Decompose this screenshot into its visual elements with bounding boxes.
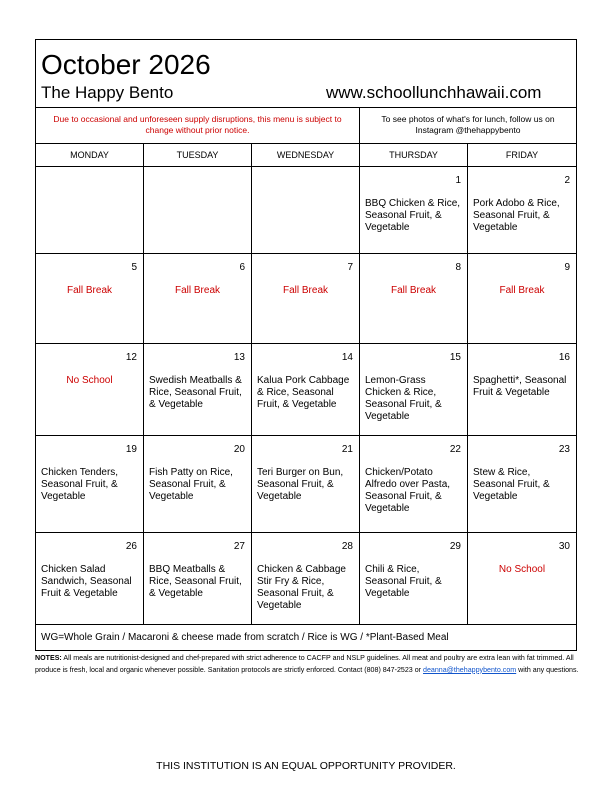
date-number: 30 — [558, 541, 570, 552]
company-name: The Happy Bento — [41, 83, 174, 102]
notice-row — [36, 108, 576, 144]
calendar-cell — [252, 436, 360, 533]
calendar-cell — [468, 344, 576, 436]
supply-disclaimer: Due to occasional and unforeseen supply disruptions, this menu is subject to change without prior notice. — [36, 108, 360, 143]
date-number: 6 — [239, 262, 245, 273]
calendar-cell — [144, 167, 252, 254]
calendar-cell — [144, 344, 252, 436]
calendar-cell — [360, 533, 468, 625]
date-number: 21 — [341, 444, 353, 455]
date-number: 5 — [131, 262, 137, 273]
menu-item: Pork Adobo & Rice, Seasonal Fruit, & Vegetable — [473, 198, 560, 233]
calendar-cell — [360, 254, 468, 344]
closure-label: Fall Break — [174, 285, 220, 296]
date-number: 19 — [125, 444, 137, 455]
date-number: 2 — [564, 175, 570, 186]
menu-item: BBQ Meatballs & Rice, Seasonal Fruit, & Vegetable — [149, 564, 242, 599]
calendar-cell — [252, 167, 360, 254]
calendar-cell — [360, 344, 468, 436]
menu-item: Chicken/Potato Alfredo over Pasta, Seasonal Fruit, & Vegetable — [365, 467, 451, 514]
menu-item: Kalua Pork Cabbage & Rice, Seasonal Fruit, & Vegetable — [257, 375, 350, 410]
date-number: 22 — [449, 444, 461, 455]
legend: WG=Whole Grain / Macaroni & cheese made from scratch / Rice is WG / *Plant-Based Meal — [41, 632, 449, 643]
day-header-friday: FRIDAY — [468, 144, 576, 167]
menu-frame — [35, 39, 577, 651]
notes-text: All meals are nutritionist-designed and chef-prepared with strict adherence to CACFP and NSLP guidelines. All meat and poultry are extra lean with fat trimmed. All produce is fresh, local and organic whenever possible. Sanitation protocols are strictly enforced. Contact (808) 847-2523 or — [35, 654, 574, 674]
date-number: 16 — [558, 352, 570, 363]
calendar-cell — [468, 167, 576, 254]
date-number: 1 — [455, 175, 461, 186]
menu-item: Spaghetti*, Seasonal Fruit & Vegetable — [473, 375, 567, 398]
date-number: 13 — [233, 352, 245, 363]
equal-opportunity-footer: THIS INSTITUTION IS AN EQUAL OPPORTUNITY PROVIDER. — [156, 760, 456, 772]
calendar-cell — [468, 436, 576, 533]
menu-item: Chili & Rice, Seasonal Fruit, & Vegetable — [365, 564, 442, 599]
day-header-thursday: THURSDAY — [360, 144, 468, 167]
menu-item: Chicken Tenders, Seasonal Fruit, & Vegetable — [41, 467, 119, 502]
menu-item: Chicken Salad Sandwich, Seasonal Fruit & Vegetable — [41, 564, 132, 599]
calendar-cell — [252, 533, 360, 625]
contact-email-link[interactable]: deanna@thehappybento.com — [423, 665, 517, 674]
closure-label: No School — [498, 564, 546, 575]
calendar-cell — [360, 436, 468, 533]
calendar-cell — [36, 436, 144, 533]
menu-item: Swedish Meatballs & Rice, Seasonal Fruit, & Vegetable — [149, 375, 242, 410]
day-header-monday: MONDAY — [36, 144, 144, 167]
menu-sheet — [35, 39, 577, 676]
menu-item: Chicken & Cabbage Stir Fry & Rice, Seasonal Fruit, & Vegetable — [257, 564, 346, 611]
date-number: 15 — [449, 352, 461, 363]
date-number: 9 — [564, 262, 570, 273]
menu-item: Teri Burger on Bun, Seasonal Fruit, & Vegetable — [257, 467, 344, 502]
calendar-cell — [252, 344, 360, 436]
date-number: 26 — [125, 541, 137, 552]
closure-label: Fall Break — [390, 285, 436, 296]
notes-label: NOTES: — [35, 654, 62, 662]
page-title: October 2026 — [41, 49, 211, 80]
menu-item: Stew & Rice, Seasonal Fruit, & Vegetable — [473, 467, 550, 502]
instagram-note: To see photos of what's for lunch, follow us on Instagram @thehappybento — [381, 114, 555, 135]
date-number: 28 — [341, 541, 353, 552]
date-number: 7 — [347, 262, 353, 273]
calendar-cell — [252, 254, 360, 344]
calendar-cell — [36, 533, 144, 625]
menu-item: Fish Patty on Rice, Seasonal Fruit, & Vegetable — [149, 467, 233, 502]
date-number: 23 — [558, 444, 570, 455]
closure-label: Fall Break — [282, 285, 328, 296]
calendar-cell — [468, 533, 576, 625]
calendar-cell — [468, 254, 576, 344]
date-number: 27 — [233, 541, 245, 552]
closure-label: Fall Break — [499, 285, 545, 296]
menu-item: Lemon-Grass Chicken & Rice, Seasonal Fruit, & Vegetable — [365, 375, 442, 422]
date-number: 14 — [341, 352, 353, 363]
notes — [35, 653, 580, 676]
day-header-wednesday: WEDNESDAY — [252, 144, 360, 167]
notes-tail: with any questions. — [516, 665, 579, 674]
closure-label: Fall Break — [66, 285, 112, 296]
calendar-cell — [36, 254, 144, 344]
header — [36, 40, 576, 108]
closure-label: No School — [66, 375, 113, 386]
calendar-cell — [36, 344, 144, 436]
date-number: 29 — [449, 541, 461, 552]
calendar-cell — [144, 533, 252, 625]
date-number: 20 — [233, 444, 245, 455]
calendar-cell — [36, 167, 144, 254]
calendar-cell — [360, 167, 468, 254]
date-number: 12 — [125, 352, 137, 363]
calendar-grid — [36, 144, 576, 625]
menu-item: BBQ Chicken & Rice, Seasonal Fruit, & Vegetable — [365, 198, 461, 233]
date-number: 8 — [455, 262, 461, 273]
website-text: www.schoollunchhawaii.com — [326, 83, 542, 102]
calendar-cell — [144, 436, 252, 533]
calendar-cell — [144, 254, 252, 344]
day-header-tuesday: TUESDAY — [144, 144, 252, 167]
